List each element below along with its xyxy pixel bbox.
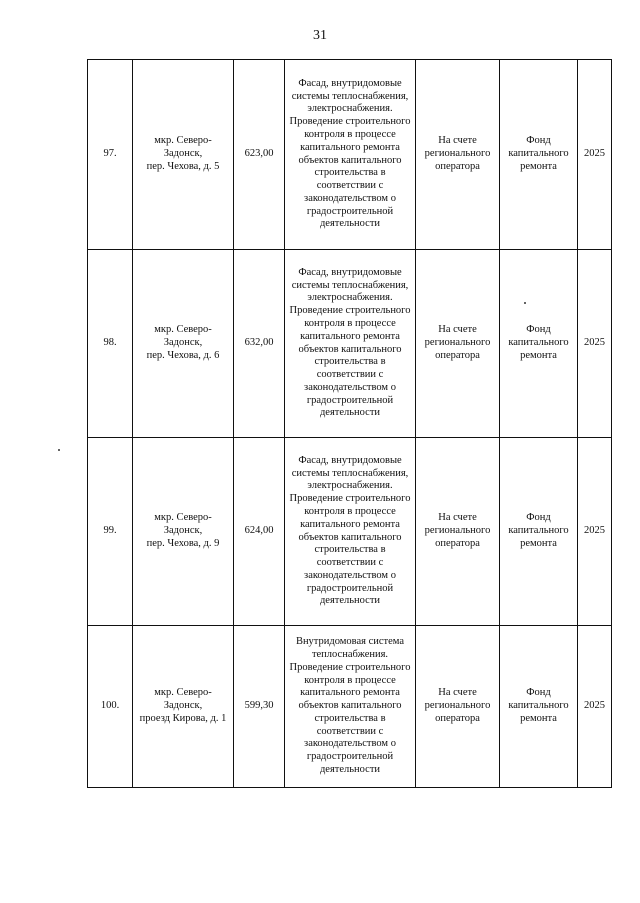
row-works: Фасад, внутридомовые системы теплоснабжения, электроснабжения. Проведение строительного контроля в процессе капитального ремонта объектов капитального строительства в соответствии с законодательством о градостроительной деятельности: [285, 250, 416, 438]
row-number: 98.: [88, 250, 133, 438]
row-account: На счете регионального оператора: [416, 60, 500, 250]
row-number: 99.: [88, 438, 133, 626]
table-row: [88, 626, 612, 788]
row-year: 2025: [578, 626, 612, 788]
row-fund: Фонд капитального ремонта: [500, 626, 578, 788]
row-year: 2025: [578, 250, 612, 438]
row-year: 2025: [578, 438, 612, 626]
table-row: [88, 438, 612, 626]
row-address: мкр. Северо- Задонск, пер. Чехова, д. 6: [133, 250, 234, 438]
row-works: Внутридомовая система теплоснабжения. Проведение строительного контроля в процессе капитального ремонта объектов капитального строительства в соответствии с законодательством о градостроительной деятельности: [285, 626, 416, 788]
row-cost: 623,00: [234, 60, 285, 250]
scan-speck: [58, 449, 60, 451]
row-address: мкр. Северо- Задонск, пер. Чехова, д. 9: [133, 438, 234, 626]
scan-speck: [524, 302, 526, 304]
row-cost: 599,30: [234, 626, 285, 788]
row-account: На счете регионального оператора: [416, 250, 500, 438]
row-number: 97.: [88, 60, 133, 250]
repair-table: [87, 59, 612, 788]
table-row: [88, 60, 612, 250]
row-account: На счете регионального оператора: [416, 626, 500, 788]
row-cost: 624,00: [234, 438, 285, 626]
row-fund: Фонд капитального ремонта: [500, 60, 578, 250]
table-row: [88, 250, 612, 438]
row-works: Фасад, внутридомовые системы теплоснабжения, электроснабжения. Проведение строительного контроля в процессе капитального ремонта объектов капитального строительства в соответствии с законодательством о градостроительной деятельности: [285, 60, 416, 250]
row-number: 100.: [88, 626, 133, 788]
row-fund: Фонд капитального ремонта: [500, 438, 578, 626]
row-works: Фасад, внутридомовые системы теплоснабжения, электроснабжения. Проведение строительного контроля в процессе капитального ремонта объектов капитального строительства в соответствии с законодательством о градостроительной деятельности: [285, 438, 416, 626]
page-number: 31: [313, 28, 327, 43]
row-address: мкр. Северо- Задонск, пер. Чехова, д. 5: [133, 60, 234, 250]
row-cost: 632,00: [234, 250, 285, 438]
row-year: 2025: [578, 60, 612, 250]
row-fund: Фонд капитального ремонта: [500, 250, 578, 438]
row-account: На счете регионального оператора: [416, 438, 500, 626]
row-address: мкр. Северо- Задонск, проезд Кирова, д. 1: [133, 626, 234, 788]
